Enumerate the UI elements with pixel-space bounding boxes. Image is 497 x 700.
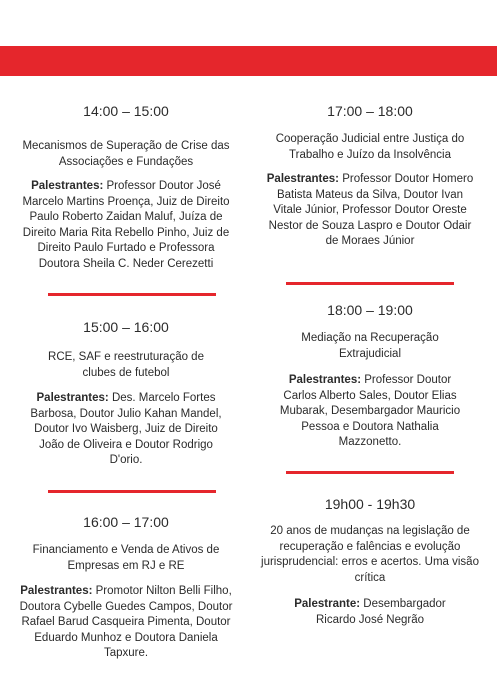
speakers-names: Promotor Nilton Belli Filho, Doutora Cybelle Guedes Campos, Doutor Rafael Barud Casqueira Pimenta, Doutor Eduardo Munhoz e Doutora Daniela Tapxure.	[19, 585, 233, 659]
session-card	[260, 302, 480, 451]
header-red-band	[0, 46, 497, 76]
section-divider	[48, 490, 216, 493]
session-time: 19h00 - 19h30	[324, 496, 416, 512]
session-title: Mecanismos de Superação de Crise das Associações e Fundações	[22, 140, 230, 168]
section-divider	[286, 282, 454, 285]
speakers-label: Palestrante:	[294, 598, 361, 610]
session-card	[16, 514, 236, 662]
speakers-label: Palestrantes:	[20, 585, 93, 597]
speakers-label: Palestrantes:	[288, 374, 362, 386]
session-speakers	[16, 179, 236, 272]
speakers-names: Des. Marcelo Fortes Barbosa, Doutor Julio Kahan Mandel, Doutor Ivo Waisberg, Juiz de Direito João de Oliveira e Doutor Rodrigo D'orio.	[30, 392, 222, 466]
speakers-names: Desembargador Ricardo José Negrão	[315, 598, 446, 626]
speakers-names: Professor Doutor José Marcelo Martins Proença, Juiz de Direito Paulo Roberto Zaidan Maluf, Juíza de Direito Maria Rita Rebello Pinho, Juiz de Direito Paulo Furtado e Professora Doutora Sheila C. Neder Cerezetti	[22, 180, 230, 270]
speakers-label: Palestrantes:	[36, 392, 109, 404]
session-title: Mediação na Recuperação Extrajudicial	[301, 332, 439, 360]
section-divider	[286, 471, 454, 474]
session-title: 20 anos de mudanças na legislação de recuperação e falências e evolução jurisprudencial: erros e acertos. Uma visão crítica	[261, 525, 479, 584]
session-title: RCE, SAF e reestruturação de clubes de futebol	[48, 351, 204, 379]
session-speakers	[16, 584, 236, 662]
session-time: 16:00 – 17:00	[83, 514, 169, 530]
session-speakers	[260, 597, 480, 628]
session-time: 18:00 – 19:00	[327, 302, 413, 318]
session-speakers	[260, 172, 480, 250]
session-speakers	[260, 373, 480, 451]
session-card	[260, 103, 480, 250]
session-card	[16, 103, 236, 272]
session-speakers	[16, 391, 236, 469]
speakers-names: Professor Doutor Carlos Alberto Sales, Doutor Elias Mubarak, Desembargador Mauricio Pessoa e Doutora Nathalia Mazzonetto.	[279, 374, 461, 448]
session-title: Cooperação Judicial entre Justiça do Trabalho e Juízo da Insolvência	[275, 133, 465, 161]
speakers-label: Palestrantes:	[266, 173, 339, 185]
speakers-label: Palestrantes:	[31, 180, 104, 192]
session-time: 14:00 – 15:00	[83, 103, 169, 119]
speakers-names: Professor Doutor Homero Batista Mateus da Silva, Doutor Ivan Vitale Júnior, Professor Doutor Oreste Nestor de Souza Laspro e Doutor Odair de Moraes Júnior	[268, 173, 474, 247]
session-card	[260, 496, 480, 628]
section-divider	[48, 293, 216, 296]
session-time: 15:00 – 16:00	[83, 319, 169, 335]
session-card	[16, 319, 236, 469]
session-time: 17:00 – 18:00	[327, 103, 413, 119]
session-title: Financiamento e Venda de Ativos de Empresas em RJ e RE	[32, 544, 220, 572]
